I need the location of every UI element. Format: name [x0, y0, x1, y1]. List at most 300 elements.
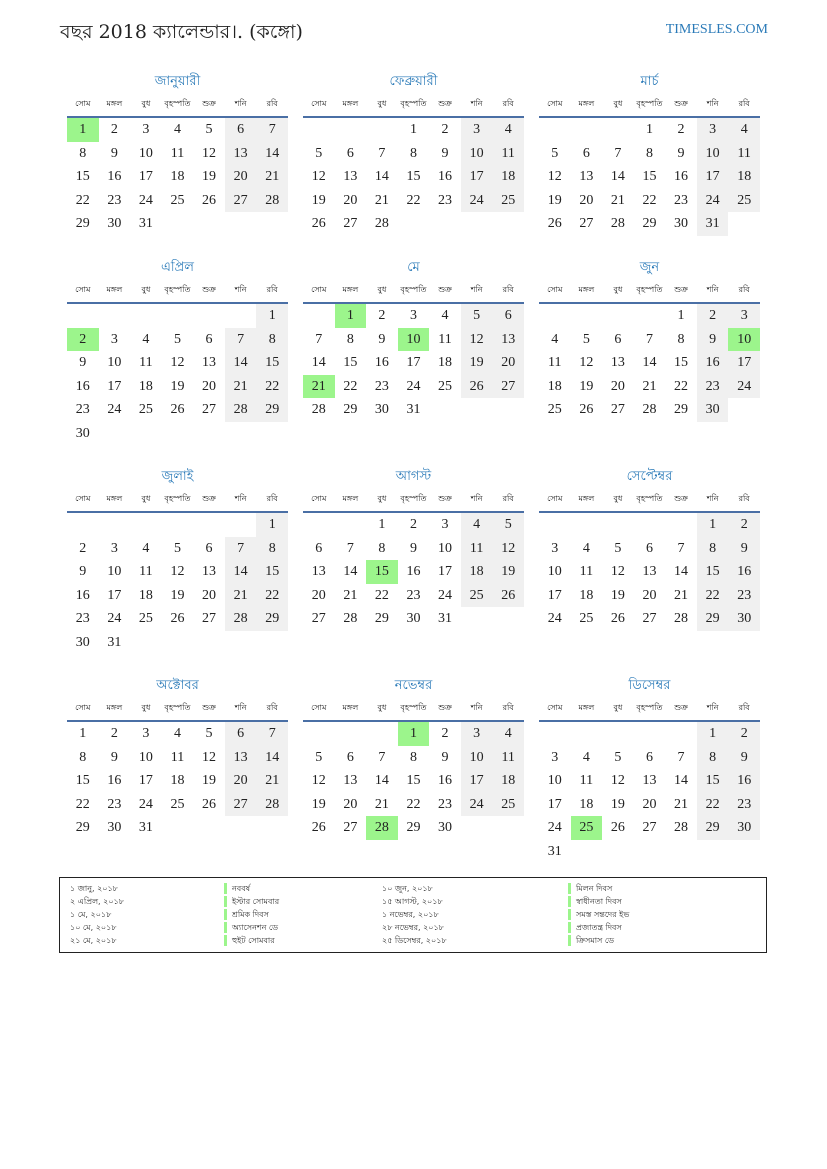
holiday-day-cell: 1 [335, 304, 367, 328]
day-cell: 5 [205, 122, 213, 137]
day-cell: 4 [441, 308, 449, 323]
weekday-label: শনি [706, 99, 719, 108]
day-cell: 17 [697, 165, 729, 189]
day-cell: 23 [75, 402, 90, 417]
day-cell: 18 [492, 165, 524, 189]
month-name: অক্টোবর [156, 678, 199, 693]
day-cell: 5 [315, 145, 323, 161]
day-cell: 8 [697, 746, 729, 770]
weekday-label: বৃহস্পতি [164, 494, 191, 503]
day-cell: 12 [492, 537, 524, 561]
day-cell: 5 [205, 726, 213, 741]
day-cell: 4 [461, 513, 493, 537]
month-name: এপ্রিল [161, 260, 194, 275]
day-cell: 8 [256, 328, 288, 352]
holiday-name: নববর্ষ [232, 884, 251, 893]
day-cell: 21 [674, 796, 689, 812]
day-cell: 5 [492, 513, 524, 537]
holiday-day-cell: 10 [398, 328, 430, 352]
day-cell: 22 [256, 375, 288, 399]
holiday-name: অ্যাসেনশন ডে [232, 923, 279, 932]
weekday-label: শুক্র [202, 285, 216, 294]
day-cell: 8 [79, 749, 87, 765]
weekday-label: শনি [234, 703, 247, 712]
weekday-label: বুধ [141, 494, 151, 503]
day-cell: 7 [645, 331, 653, 347]
day-cell: 30 [728, 816, 760, 840]
holiday-name: হুইট সোমবার [232, 936, 275, 945]
day-cell: 27 [202, 611, 217, 626]
day-cell: 6 [346, 749, 354, 765]
day-cell: 12 [170, 564, 185, 579]
weekday-label: সোম [311, 99, 327, 108]
day-cell: 19 [311, 192, 326, 208]
holiday-name: ক্রিসমাস ডে [576, 936, 614, 945]
holiday-marker [224, 909, 227, 920]
day-cell: 14 [225, 351, 257, 375]
day-cell: 30 [107, 820, 122, 835]
day-cell: 24 [461, 189, 493, 213]
day-cell: 16 [374, 355, 389, 370]
day-cell: 12 [202, 145, 217, 161]
day-cell: 4 [173, 122, 181, 137]
weekday-label: শনি [470, 494, 483, 503]
day-cell: 16 [75, 378, 90, 394]
weekday-label: রবি [738, 494, 750, 503]
day-cell: 21 [256, 769, 288, 793]
day-cell: 21 [256, 165, 288, 189]
day-cell: 24 [107, 402, 122, 417]
day-cell: 29 [256, 398, 288, 422]
day-cell: 11 [492, 142, 524, 166]
day-cell: 29 [406, 820, 421, 835]
day-cell: 1 [645, 122, 653, 137]
weekday-label: শনি [706, 285, 719, 294]
day-cell: 26 [311, 820, 326, 835]
day-cell: 23 [674, 192, 689, 208]
day-cell: 21 [642, 378, 657, 394]
day-cell: 11 [438, 331, 452, 347]
site-link[interactable]: TIMESLES.COM [665, 22, 768, 37]
holiday-day-cell: 1 [398, 722, 430, 746]
day-cell: 28 [225, 398, 257, 422]
day-cell: 18 [461, 560, 493, 584]
day-cell: 2 [677, 122, 685, 137]
day-cell: 25 [492, 189, 524, 213]
day-cell: 10 [461, 142, 493, 166]
day-cell: 3 [441, 517, 449, 532]
weekday-label: শুক্র [674, 703, 688, 712]
day-cell: 22 [406, 192, 421, 208]
day-cell: 15 [343, 355, 358, 370]
weekday-header [67, 702, 288, 715]
day-cell: 8 [409, 145, 417, 161]
day-cell: 2 [110, 122, 118, 137]
month-name: নভেম্বর [394, 678, 433, 693]
day-cell: 19 [461, 351, 493, 375]
day-cell: 5 [315, 749, 323, 765]
day-cell: 27 [610, 402, 625, 417]
day-cell: 9 [441, 145, 449, 161]
day-cell: 17 [107, 587, 122, 603]
day-cell: 28 [343, 611, 358, 626]
day-cell: 20 [610, 378, 625, 394]
day-cell: 11 [492, 746, 524, 770]
day-cell: 29 [256, 607, 288, 631]
weekday-label: শুক্র [438, 285, 452, 294]
holiday-marker [568, 922, 571, 933]
day-cell: 7 [378, 749, 386, 765]
day-cell: 31 [138, 820, 153, 835]
day-cell: 27 [343, 820, 358, 835]
day-cell: 30 [674, 216, 689, 231]
weekday-label: মঙ্গল [106, 99, 123, 108]
day-cell: 6 [492, 304, 524, 328]
day-cell: 28 [642, 402, 657, 417]
day-cell: 13 [202, 564, 217, 579]
weekday-label: বুধ [613, 285, 623, 294]
weekday-label: মঙ্গল [342, 99, 359, 108]
day-cell: 7 [256, 722, 288, 746]
day-cell: 6 [614, 331, 622, 347]
day-cell: 6 [645, 749, 653, 765]
day-cell: 16 [728, 769, 760, 793]
day-cell: 14 [256, 142, 288, 166]
day-cell: 14 [674, 773, 689, 788]
weekday-label: রবি [266, 99, 278, 108]
day-cell: 3 [110, 540, 118, 556]
day-cell: 31 [547, 843, 562, 859]
day-cell: 14 [256, 746, 288, 770]
header-divider [67, 302, 288, 304]
day-cell: 9 [677, 145, 685, 161]
weekday-label: রবি [266, 285, 278, 294]
day-cell: 15 [697, 769, 729, 793]
day-cell: 26 [547, 216, 562, 231]
day-cell: 19 [492, 560, 524, 584]
day-cell: 22 [343, 378, 358, 394]
day-cell: 11 [548, 355, 562, 370]
day-cell: 7 [677, 749, 685, 765]
month-name: মার্চ [640, 74, 659, 89]
weekday-label: শনি [470, 99, 483, 108]
day-cell: 22 [374, 587, 389, 603]
day-cell: 10 [438, 540, 453, 556]
day-cell: 3 [142, 726, 150, 741]
day-cell: 15 [697, 560, 729, 584]
day-cell: 27 [642, 820, 657, 835]
holiday-marker [568, 883, 571, 894]
day-cell: 10 [697, 142, 729, 166]
day-cell: 25 [138, 611, 153, 626]
day-cell: 1 [256, 513, 288, 537]
day-cell: 26 [311, 216, 326, 231]
day-cell: 13 [642, 564, 657, 579]
day-cell: 18 [728, 165, 760, 189]
holiday-date: ২১ মে, ২০১৮ [70, 936, 117, 945]
day-cell: 27 [225, 793, 257, 817]
day-cell: 5 [551, 145, 559, 161]
day-cell: 21 [225, 584, 257, 608]
holiday-name: মিলন দিবস [576, 884, 613, 893]
weekday-label: বুধ [141, 99, 151, 108]
weekday-header [303, 98, 524, 111]
day-cell: 3 [461, 722, 493, 746]
day-cell: 25 [438, 378, 453, 394]
day-cell: 7 [677, 540, 685, 556]
day-cell: 7 [225, 537, 257, 561]
weekday-label: মঙ্গল [106, 494, 123, 503]
day-cell: 29 [697, 607, 729, 631]
weekday-label: বুধ [141, 703, 151, 712]
month-name: মে [407, 260, 420, 275]
day-cell: 17 [438, 564, 453, 579]
day-cell: 24 [406, 378, 421, 394]
weekday-label: বৃহস্পতি [164, 99, 191, 108]
day-cell: 1 [79, 726, 87, 741]
day-cell: 21 [374, 192, 389, 208]
weekday-label: শুক্র [674, 99, 688, 108]
day-cell: 19 [610, 587, 625, 603]
holiday-day-cell: 15 [366, 560, 398, 584]
day-cell: 21 [225, 375, 257, 399]
day-cell: 3 [110, 331, 118, 347]
day-cell: 18 [547, 378, 562, 394]
holiday-name: প্রজাতন্ত্র দিবস [576, 923, 622, 932]
weekday-label: বুধ [377, 285, 387, 294]
day-cell: 24 [107, 611, 122, 626]
day-cell: 20 [225, 165, 257, 189]
day-cell: 29 [674, 402, 689, 417]
weekday-label: মঙ্গল [106, 703, 123, 712]
holiday-date: ১০ মে, ২০১৮ [70, 923, 117, 932]
day-cell: 14 [610, 169, 625, 184]
day-cell: 31 [697, 212, 729, 236]
day-cell: 2 [441, 122, 449, 137]
day-cell: 9 [409, 540, 417, 556]
day-cell: 10 [547, 564, 562, 579]
day-cell: 26 [202, 796, 217, 812]
day-cell: 8 [409, 749, 417, 765]
day-cell: 16 [406, 564, 421, 579]
month-name: সেপ্টেম্বর [626, 469, 673, 484]
day-cell: 6 [315, 540, 323, 556]
holiday-marker [224, 935, 227, 946]
weekday-label: রবি [266, 494, 278, 503]
day-cell: 19 [202, 773, 217, 788]
day-cell: 1 [256, 304, 288, 328]
day-cell: 17 [547, 796, 562, 812]
weekday-label: শুক্র [202, 99, 216, 108]
weekday-label: রবি [502, 99, 514, 108]
day-cell: 23 [728, 584, 760, 608]
day-cell: 15 [674, 355, 689, 370]
weekday-label: শুক্র [202, 494, 216, 503]
day-cell: 15 [256, 560, 288, 584]
day-cell: 29 [343, 402, 358, 417]
day-cell: 22 [256, 584, 288, 608]
day-cell: 3 [728, 304, 760, 328]
day-cell: 25 [461, 584, 493, 608]
day-cell: 15 [256, 351, 288, 375]
day-cell: 5 [173, 331, 181, 347]
day-cell: 24 [697, 189, 729, 213]
day-cell: 6 [225, 118, 257, 142]
holiday-marker [224, 883, 227, 894]
day-cell: 29 [642, 216, 657, 231]
day-cell: 16 [697, 351, 729, 375]
month-name: আগস্ট [395, 469, 432, 484]
day-cell: 20 [343, 796, 358, 812]
day-cell: 8 [378, 540, 386, 556]
day-cell: 12 [461, 328, 493, 352]
day-cell: 4 [142, 540, 150, 556]
weekday-label: সোম [311, 703, 327, 712]
day-cell: 16 [438, 169, 453, 184]
day-cell: 14 [374, 169, 389, 184]
weekday-label: মঙ্গল [342, 703, 359, 712]
day-cell: 10 [107, 355, 122, 370]
day-cell: 25 [170, 192, 185, 208]
day-cell: 20 [492, 351, 524, 375]
day-cell: 31 [107, 634, 122, 650]
day-cell: 30 [728, 607, 760, 631]
day-cell: 25 [728, 189, 760, 213]
weekday-label: মঙ্গল [106, 285, 123, 294]
header-divider [67, 511, 288, 513]
holiday-day-cell: 2 [67, 328, 99, 352]
day-cell: 14 [225, 560, 257, 584]
day-cell: 27 [343, 216, 358, 231]
day-cell: 27 [311, 611, 326, 626]
weekday-header [539, 98, 760, 111]
day-cell: 23 [75, 611, 90, 626]
day-cell: 6 [645, 540, 653, 556]
day-cell: 22 [406, 796, 421, 812]
weekday-label: বৃহস্পতি [164, 703, 191, 712]
weekday-label: শুক্র [438, 703, 452, 712]
day-cell: 18 [170, 773, 185, 788]
day-cell: 4 [492, 118, 524, 142]
day-cell: 31 [438, 611, 453, 626]
day-cell: 4 [492, 722, 524, 746]
day-cell: 13 [579, 169, 594, 184]
day-cell: 4 [582, 749, 590, 765]
day-cell: 23 [438, 796, 453, 812]
day-cell: 3 [142, 122, 150, 137]
day-cell: 9 [79, 355, 87, 370]
day-cell: 1 [378, 517, 386, 532]
day-cell: 13 [202, 355, 217, 370]
day-cell: 25 [492, 793, 524, 817]
day-cell: 5 [173, 540, 181, 556]
day-cell: 30 [406, 611, 421, 626]
day-cell: 21 [610, 192, 625, 208]
weekday-label: শনি [234, 285, 247, 294]
month-name: ফেব্রুয়ারী [389, 74, 438, 89]
holiday-date: ২ এপ্রিল, ২০১৮ [70, 897, 124, 906]
day-cell: 6 [225, 722, 257, 746]
day-cell: 11 [170, 145, 185, 161]
weekday-header [539, 284, 760, 297]
day-cell: 27 [579, 216, 594, 231]
day-cell: 20 [642, 587, 657, 603]
day-cell: 17 [138, 773, 153, 788]
day-cell: 23 [406, 587, 421, 603]
day-cell: 5 [614, 749, 622, 765]
holiday-name: স্বাধীনতা দিবস [576, 897, 622, 906]
holiday-day-cell: 25 [571, 816, 603, 840]
weekday-label: রবি [502, 285, 514, 294]
day-cell: 29 [697, 816, 729, 840]
day-cell: 13 [225, 142, 257, 166]
weekday-label: শুক্র [438, 99, 452, 108]
page-title: বছর 2018 ক্যালেন্ডার।. (কঙ্গো) [60, 21, 303, 43]
day-cell: 20 [642, 796, 657, 812]
weekday-label: বৃহস্পতি [164, 285, 191, 294]
day-cell: 13 [492, 328, 524, 352]
day-cell: 30 [697, 398, 729, 422]
day-cell: 4 [728, 118, 760, 142]
day-cell: 14 [343, 564, 358, 579]
day-cell: 14 [311, 355, 326, 370]
holiday-date: ২৫ ডিসেম্বর, ২০১৮ [382, 936, 447, 945]
day-cell: 18 [579, 587, 594, 603]
holiday-date: ১০ জুন, ২০১৮ [382, 884, 433, 893]
weekday-label: শনি [470, 703, 483, 712]
day-cell: 2 [79, 540, 87, 556]
day-cell: 11 [139, 564, 153, 579]
day-cell: 18 [138, 378, 153, 394]
day-cell: 16 [75, 587, 90, 603]
day-cell: 17 [138, 169, 153, 184]
day-cell: 8 [697, 537, 729, 561]
weekday-label: বৃহস্পতি [636, 494, 663, 503]
weekday-label: বুধ [613, 99, 623, 108]
weekday-label: রবি [738, 285, 750, 294]
day-cell: 15 [642, 169, 657, 184]
day-cell: 16 [438, 773, 453, 788]
day-cell: 17 [107, 378, 122, 394]
day-cell: 19 [547, 192, 562, 208]
day-cell: 14 [642, 355, 657, 370]
day-cell: 2 [441, 726, 449, 741]
day-cell: 28 [674, 820, 689, 835]
day-cell: 10 [547, 773, 562, 788]
day-cell: 24 [547, 611, 562, 626]
day-cell: 4 [582, 540, 590, 556]
day-cell: 1 [409, 122, 417, 137]
holiday-marker [568, 935, 571, 946]
day-cell: 22 [642, 192, 657, 208]
holiday-date: ১ নভেম্বর, ২০১৮ [382, 910, 439, 919]
weekday-label: বৃহস্পতি [400, 99, 427, 108]
weekday-header [67, 98, 288, 111]
day-cell: 19 [311, 796, 326, 812]
day-cell: 7 [614, 145, 622, 161]
day-cell: 1 [677, 308, 685, 323]
weekday-label: বৃহস্পতি [400, 494, 427, 503]
weekday-label: বৃহস্পতি [400, 285, 427, 294]
holiday-marker [568, 909, 571, 920]
holiday-day-cell: 10 [728, 328, 760, 352]
day-cell: 17 [461, 165, 493, 189]
weekday-label: শুক্র [674, 285, 688, 294]
day-cell: 21 [374, 796, 389, 812]
holiday-marker [224, 896, 227, 907]
holiday-day-cell: 1 [67, 118, 99, 142]
day-cell: 2 [697, 304, 729, 328]
